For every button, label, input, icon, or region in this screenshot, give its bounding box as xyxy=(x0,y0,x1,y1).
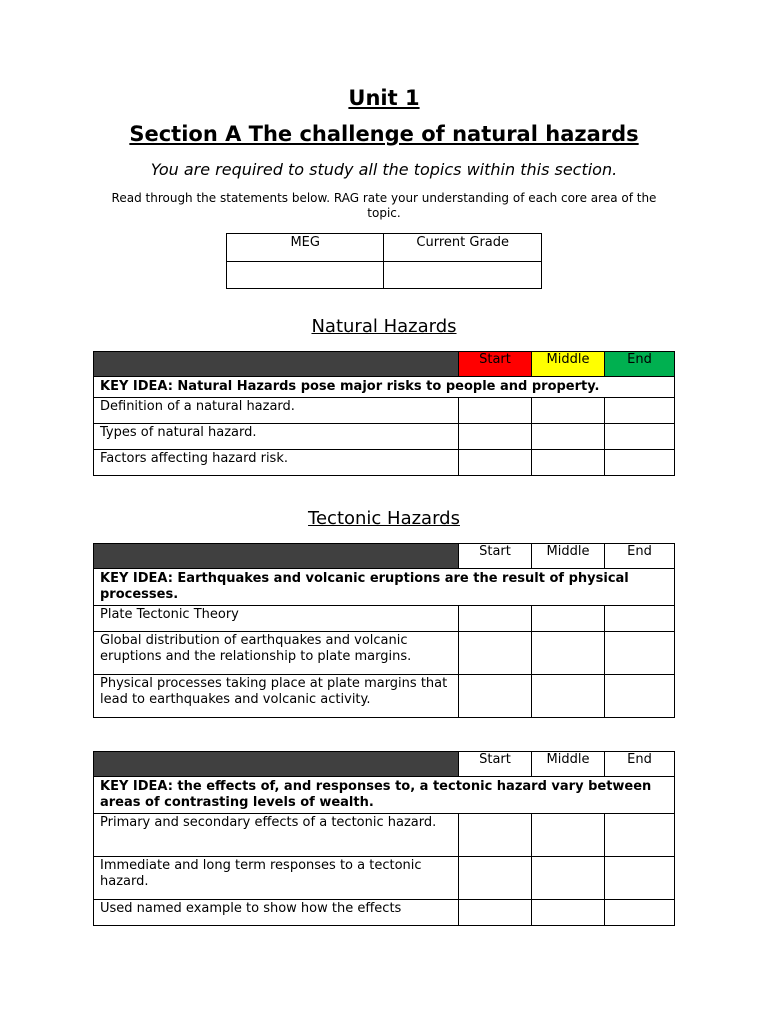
key-idea-row: KEY IDEA: Natural Hazards pose major risks to people and property. xyxy=(94,377,675,398)
end-column-header: End xyxy=(605,544,675,569)
table-header-blank xyxy=(94,352,459,377)
start-column-header: Start xyxy=(459,352,532,377)
statement-cell: Factors affecting hazard risk. xyxy=(94,450,459,476)
tectonic-hazards-table-2 xyxy=(93,751,675,926)
table-header-blank xyxy=(94,544,459,569)
natural-hazards-table xyxy=(93,351,675,476)
rag-middle-cell[interactable] xyxy=(532,814,605,857)
natural-hazards-heading: Natural Hazards xyxy=(311,316,457,337)
rag-end-cell[interactable] xyxy=(605,398,675,424)
rag-end-cell[interactable] xyxy=(605,450,675,476)
instructions-text: Read through the statements below. RAG rate your understanding of each core area of the topic. xyxy=(111,191,657,220)
grade-table xyxy=(226,233,542,289)
rag-end-cell[interactable] xyxy=(605,675,675,718)
statement-cell: Definition of a natural hazard. xyxy=(94,398,459,424)
rag-end-cell[interactable] xyxy=(605,814,675,857)
rag-start-cell[interactable] xyxy=(459,450,532,476)
rag-start-cell[interactable] xyxy=(459,900,532,926)
table-header-blank xyxy=(94,752,459,777)
key-idea-row: KEY IDEA: Earthquakes and volcanic eruptions are the result of physical processes. xyxy=(94,569,675,606)
rag-start-cell[interactable] xyxy=(459,632,532,675)
middle-column-header: Middle xyxy=(532,352,605,377)
meg-value-cell[interactable] xyxy=(227,262,384,289)
rag-start-cell[interactable] xyxy=(459,606,532,632)
rag-end-cell[interactable] xyxy=(605,424,675,450)
required-text: You are required to study all the topics within this section. xyxy=(150,160,618,179)
rag-end-cell[interactable] xyxy=(605,900,675,926)
statement-cell: Primary and secondary effects of a tectonic hazard. xyxy=(94,814,459,857)
rag-middle-cell[interactable] xyxy=(532,675,605,718)
middle-column-header: Middle xyxy=(532,752,605,777)
start-column-header: Start xyxy=(459,752,532,777)
rag-middle-cell[interactable] xyxy=(532,857,605,900)
key-idea-row: KEY IDEA: the effects of, and responses to, a tectonic hazard vary between areas of contrasting levels of wealth. xyxy=(94,777,675,814)
statement-cell: Used named example to show how the effects xyxy=(94,900,459,926)
rag-start-cell[interactable] xyxy=(459,857,532,900)
rag-middle-cell[interactable] xyxy=(532,606,605,632)
start-column-header: Start xyxy=(459,544,532,569)
rag-start-cell[interactable] xyxy=(459,675,532,718)
rag-start-cell[interactable] xyxy=(459,814,532,857)
rag-middle-cell[interactable] xyxy=(532,632,605,675)
statement-cell: Plate Tectonic Theory xyxy=(94,606,459,632)
rag-start-cell[interactable] xyxy=(459,398,532,424)
middle-column-header: Middle xyxy=(532,544,605,569)
end-column-header: End xyxy=(605,352,675,377)
statement-cell: Global distribution of earthquakes and volcanic eruptions and the relationship to plate margins. xyxy=(94,632,459,675)
rag-middle-cell[interactable] xyxy=(532,900,605,926)
statement-cell: Immediate and long term responses to a tectonic hazard. xyxy=(94,857,459,900)
meg-header: MEG xyxy=(227,234,384,262)
tectonic-hazards-heading: Tectonic Hazards xyxy=(308,508,460,529)
rag-start-cell[interactable] xyxy=(459,424,532,450)
statement-cell: Physical processes taking place at plate margins that lead to earthquakes and volcanic activity. xyxy=(94,675,459,718)
rag-end-cell[interactable] xyxy=(605,857,675,900)
rag-middle-cell[interactable] xyxy=(532,424,605,450)
current-grade-header: Current Grade xyxy=(384,234,542,262)
rag-end-cell[interactable] xyxy=(605,606,675,632)
statement-cell: Types of natural hazard. xyxy=(94,424,459,450)
section-title: Section A The challenge of natural hazards xyxy=(129,122,639,146)
tectonic-hazards-table-1 xyxy=(93,543,675,718)
current-grade-value-cell[interactable] xyxy=(384,262,542,289)
end-column-header: End xyxy=(605,752,675,777)
rag-middle-cell[interactable] xyxy=(532,398,605,424)
rag-end-cell[interactable] xyxy=(605,632,675,675)
rag-middle-cell[interactable] xyxy=(532,450,605,476)
unit-title: Unit 1 xyxy=(348,86,420,110)
